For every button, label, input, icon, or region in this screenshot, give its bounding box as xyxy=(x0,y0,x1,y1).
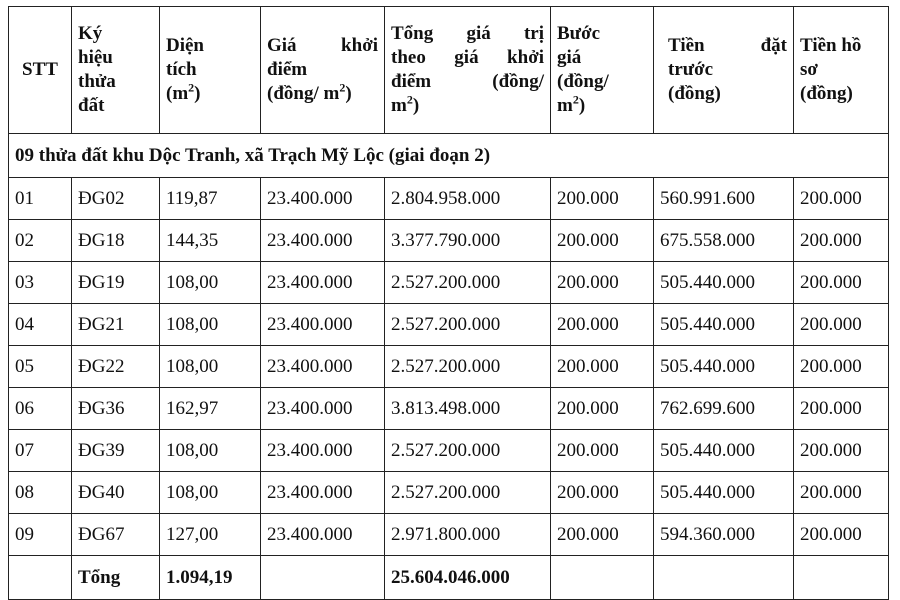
cell-buoc-gia: 200.000 xyxy=(551,472,654,514)
cell-dien-tich: 144,35 xyxy=(160,220,261,262)
cell-gia-khoi-diem: 23.400.000 xyxy=(261,346,385,388)
total-empty xyxy=(9,556,72,600)
header-tien-dat-truoc: Tiền đặt trước (đồng) xyxy=(654,7,794,134)
header-stt: STT xyxy=(9,7,72,134)
group-title: 09 thửa đất khu Dộc Tranh, xã Trạch Mỹ Lộc (giai đoạn 2) xyxy=(9,134,889,178)
cell-tien-dat-truoc: 505.440.000 xyxy=(654,262,794,304)
cell-tien-ho-so: 200.000 xyxy=(794,514,889,556)
cell-tong-gia-tri: 2.527.200.000 xyxy=(385,430,551,472)
cell-tien-ho-so: 200.000 xyxy=(794,346,889,388)
cell-tong-gia-tri: 2.527.200.000 xyxy=(385,346,551,388)
cell-stt: 08 xyxy=(9,472,72,514)
cell-buoc-gia: 200.000 xyxy=(551,346,654,388)
cell-tien-dat-truoc: 675.558.000 xyxy=(654,220,794,262)
total-empty xyxy=(794,556,889,600)
cell-dien-tich: 108,00 xyxy=(160,430,261,472)
table-row xyxy=(9,388,889,430)
header-gia-khoi-diem: Giá khởi điểm (đồng/ $m^2$) xyxy=(261,7,385,134)
cell-tien-ho-so: 200.000 xyxy=(794,220,889,262)
cell-stt: 02 xyxy=(9,220,72,262)
header-dien-tich: Diện tích $(m^2)$ xyxy=(160,7,261,134)
auction-lots-table xyxy=(8,6,889,600)
table-row xyxy=(9,178,889,220)
cell-dien-tich: 108,00 xyxy=(160,262,261,304)
cell-tong-gia-tri: 3.813.498.000 xyxy=(385,388,551,430)
cell-tien-dat-truoc: 505.440.000 xyxy=(654,430,794,472)
cell-ky-hieu: ĐG36 xyxy=(72,388,160,430)
table-row xyxy=(9,346,889,388)
cell-tien-dat-truoc: 560.991.600 xyxy=(654,178,794,220)
cell-ky-hieu: ĐG22 xyxy=(72,346,160,388)
cell-tong-gia-tri: 3.377.790.000 xyxy=(385,220,551,262)
cell-tien-ho-so: 200.000 xyxy=(794,430,889,472)
cell-buoc-gia: 200.000 xyxy=(551,178,654,220)
cell-stt: 07 xyxy=(9,430,72,472)
cell-ky-hieu: ĐG39 xyxy=(72,430,160,472)
cell-tien-ho-so: 200.000 xyxy=(794,304,889,346)
header-tien-ho-so: Tiền hồ sơ (đồng) xyxy=(794,7,889,134)
cell-tien-dat-truoc: 505.440.000 xyxy=(654,472,794,514)
total-empty xyxy=(261,556,385,600)
table-header-row xyxy=(9,7,889,134)
total-empty xyxy=(654,556,794,600)
cell-tong-gia-tri: 2.527.200.000 xyxy=(385,304,551,346)
cell-stt: 03 xyxy=(9,262,72,304)
group-title-row xyxy=(9,134,889,178)
cell-buoc-gia: 200.000 xyxy=(551,430,654,472)
cell-tien-dat-truoc: 762.699.600 xyxy=(654,388,794,430)
document-page xyxy=(8,6,888,600)
cell-gia-khoi-diem: 23.400.000 xyxy=(261,262,385,304)
cell-ky-hieu: ĐG02 xyxy=(72,178,160,220)
cell-gia-khoi-diem: 23.400.000 xyxy=(261,472,385,514)
cell-ky-hieu: ĐG67 xyxy=(72,514,160,556)
table-row xyxy=(9,304,889,346)
cell-tien-ho-so: 200.000 xyxy=(794,262,889,304)
cell-buoc-gia: 200.000 xyxy=(551,388,654,430)
total-tong-gia-tri: 25.604.046.000 xyxy=(385,556,551,600)
cell-ky-hieu: ĐG40 xyxy=(72,472,160,514)
cell-buoc-gia: 200.000 xyxy=(551,220,654,262)
cell-gia-khoi-diem: 23.400.000 xyxy=(261,178,385,220)
cell-tong-gia-tri: 2.804.958.000 xyxy=(385,178,551,220)
header-ky-hieu: Ký hiệu thửa đất xyxy=(72,7,160,134)
cell-dien-tich: 127,00 xyxy=(160,514,261,556)
table-row xyxy=(9,472,889,514)
cell-dien-tich: 162,97 xyxy=(160,388,261,430)
cell-tong-gia-tri: 2.971.800.000 xyxy=(385,514,551,556)
table-row xyxy=(9,430,889,472)
cell-gia-khoi-diem: 23.400.000 xyxy=(261,430,385,472)
total-dien-tich: 1.094,19 xyxy=(160,556,261,600)
cell-ky-hieu: ĐG21 xyxy=(72,304,160,346)
cell-ky-hieu: ĐG19 xyxy=(72,262,160,304)
table-row xyxy=(9,262,889,304)
total-label: Tổng xyxy=(72,556,160,600)
cell-gia-khoi-diem: 23.400.000 xyxy=(261,514,385,556)
header-tong-gia-tri: Tổng giá trị theo giá khởi điểm (đồng/ $m^2$) xyxy=(385,7,551,134)
cell-gia-khoi-diem: 23.400.000 xyxy=(261,220,385,262)
cell-buoc-gia: 200.000 xyxy=(551,262,654,304)
cell-stt: 05 xyxy=(9,346,72,388)
cell-tong-gia-tri: 2.527.200.000 xyxy=(385,262,551,304)
cell-dien-tich: 108,00 xyxy=(160,304,261,346)
cell-ky-hieu: ĐG18 xyxy=(72,220,160,262)
cell-gia-khoi-diem: 23.400.000 xyxy=(261,388,385,430)
cell-gia-khoi-diem: 23.400.000 xyxy=(261,304,385,346)
cell-tien-dat-truoc: 505.440.000 xyxy=(654,346,794,388)
cell-stt: 04 xyxy=(9,304,72,346)
total-row xyxy=(9,556,889,600)
total-empty xyxy=(551,556,654,600)
cell-tien-ho-so: 200.000 xyxy=(794,388,889,430)
cell-stt: 09 xyxy=(9,514,72,556)
cell-stt: 01 xyxy=(9,178,72,220)
table-row xyxy=(9,514,889,556)
cell-dien-tich: 108,00 xyxy=(160,346,261,388)
cell-buoc-gia: 200.000 xyxy=(551,514,654,556)
cell-tien-dat-truoc: 594.360.000 xyxy=(654,514,794,556)
cell-dien-tich: 119,87 xyxy=(160,178,261,220)
cell-buoc-gia: 200.000 xyxy=(551,304,654,346)
cell-tong-gia-tri: 2.527.200.000 xyxy=(385,472,551,514)
table-row xyxy=(9,220,889,262)
cell-tien-dat-truoc: 505.440.000 xyxy=(654,304,794,346)
cell-stt: 06 xyxy=(9,388,72,430)
cell-dien-tich: 108,00 xyxy=(160,472,261,514)
cell-tien-ho-so: 200.000 xyxy=(794,472,889,514)
header-buoc-gia: Bước giá (đồng/ $m^2$) xyxy=(551,7,654,134)
cell-tien-ho-so: 200.000 xyxy=(794,178,889,220)
